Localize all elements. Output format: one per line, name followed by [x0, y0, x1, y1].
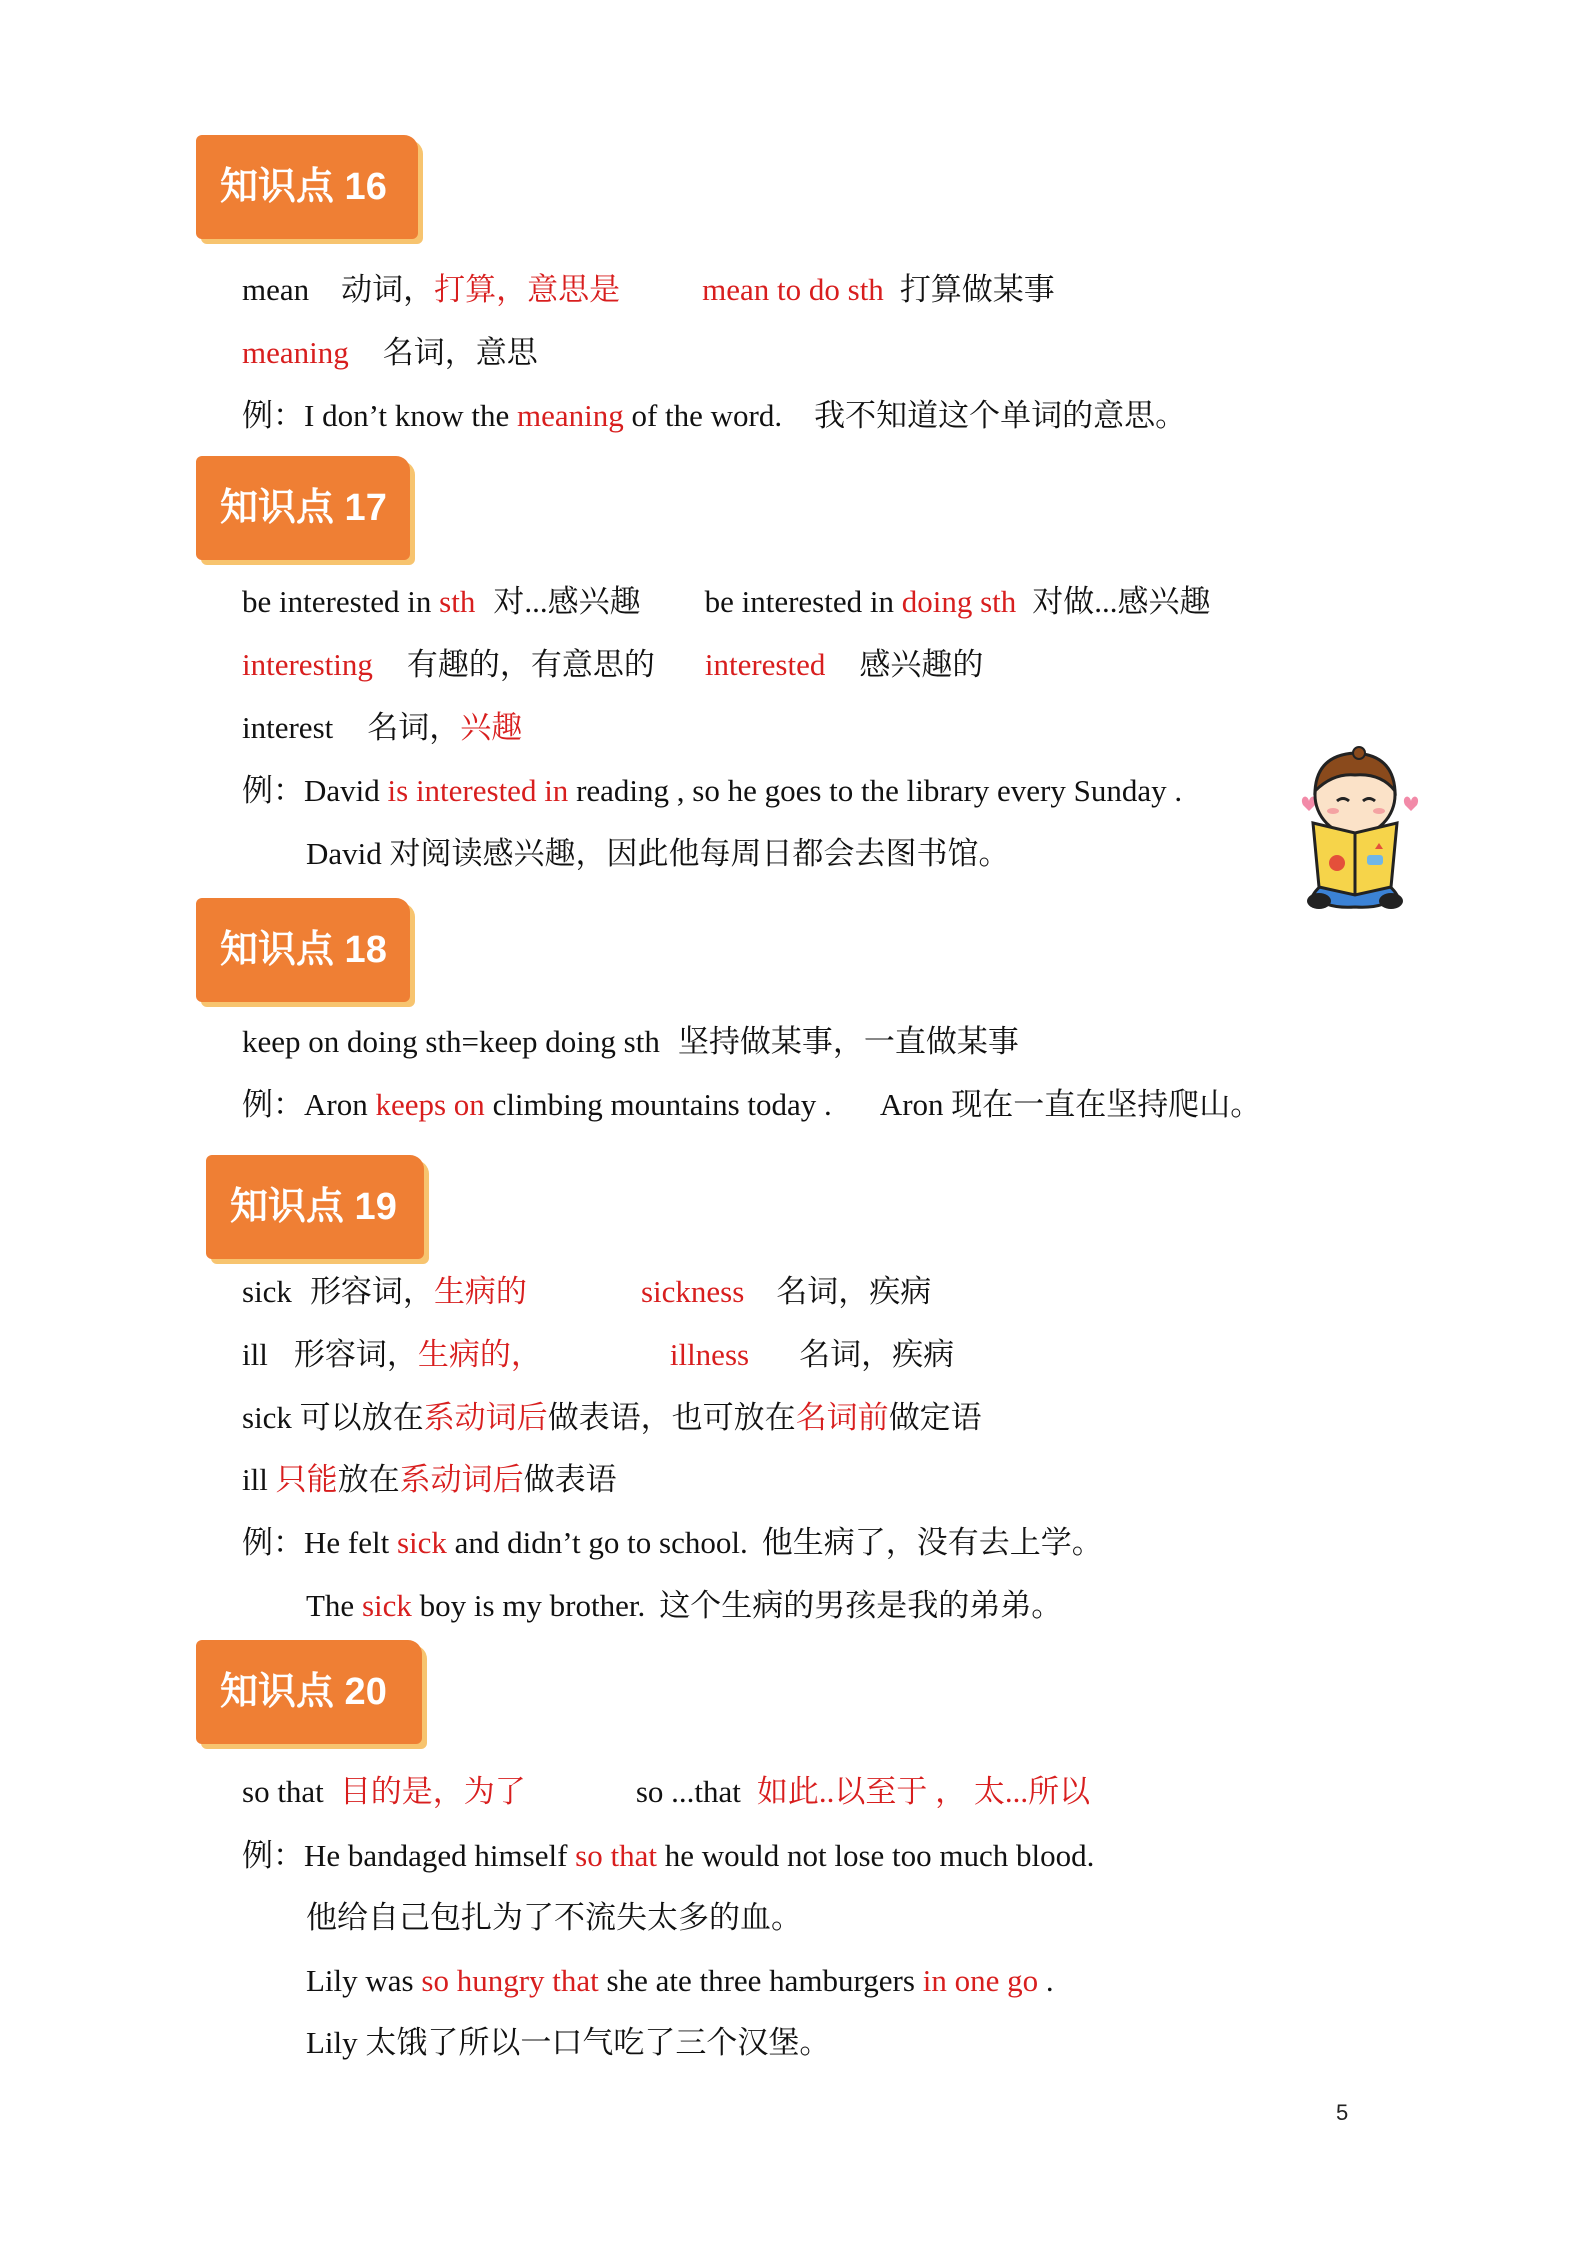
kp17-line-5: David 对阅读感兴趣，因此他每周日都会去图书馆。 — [306, 836, 1010, 871]
section-badge-18 — [196, 898, 410, 1002]
kp17-line-2: interesting 有趣的，有意思的 interested 感兴趣的 — [242, 647, 984, 682]
kp19-line-1: sick 形容词，生病的 sickness 名词，疾病 — [242, 1274, 932, 1309]
kp17-line-1: be interested in sth 对...感兴趣 be interested in doing sth 对做...感兴趣 — [242, 584, 1211, 619]
kp17-line-4: 例：David is interested in reading , so he goes to the library every Sunday . — [242, 773, 1183, 808]
kp19-line-3: sick 可以放在系动词后做表语，也可放在名词前做定语 — [242, 1400, 982, 1435]
section-title: 知识点 17 — [220, 487, 387, 529]
kp17-line-3: interest 名词，兴趣 — [242, 710, 523, 745]
page-number: 5 — [1336, 2100, 1349, 2125]
kp16-line-1: mean 动词，打算，意思是 mean to do sth 打算做某事 — [242, 272, 1055, 307]
kp19-line-5: 例：He felt sick and didn’t go to school. 他生病了，没有去上学。 — [242, 1525, 1103, 1560]
section-badge-16 — [196, 135, 418, 239]
kp16-line-3: 例：I don’t know the meaning of the word. 我不知道这个单词的意思。 — [242, 398, 1187, 433]
section-title: 知识点 20 — [220, 1671, 387, 1713]
kp20-line-5: Lily 太饿了所以一口气吃了三个汉堡。 — [306, 2025, 831, 2060]
section-title: 知识点 19 — [230, 1186, 397, 1228]
kp20-line-4: Lily was so hungry that she ate three hamburgers in one go . — [306, 1963, 1054, 1998]
section-title: 知识点 18 — [220, 929, 387, 971]
kp20-line-1: so that 目的是，为了 so ...that 如此..以至于 ， 太...所以 — [242, 1774, 1091, 1809]
section-badge-20 — [196, 1640, 422, 1744]
kp18-line-1: keep on doing sth=keep doing sth 坚持做某事，一直做某事 — [242, 1024, 1019, 1059]
kp18-line-2: 例：Aron keeps on climbing mountains today . Aron 现在一直在坚持爬山。 — [242, 1087, 1262, 1122]
boy-reading-book-icon — [1285, 745, 1425, 915]
section-badge-19 — [206, 1155, 424, 1259]
kp16-line-2: meaning 名词，意思 — [242, 335, 538, 370]
kp19-line-4: ill 只能放在系动词后做表语 — [242, 1462, 617, 1497]
kp20-line-2: 例：He bandaged himself so that he would not lose too much blood. — [242, 1838, 1095, 1873]
kp19-line-6: The sick boy is my brother. 这个生病的男孩是我的弟弟。 — [306, 1588, 1063, 1623]
section-badge-17 — [196, 456, 410, 560]
kp19-line-2: ill 形容词，生病的， illness 名词，疾病 — [242, 1337, 955, 1372]
section-title: 知识点 16 — [220, 166, 387, 208]
kp20-line-3: 他给自己包扎为了不流失太多的血。 — [306, 1900, 802, 1935]
